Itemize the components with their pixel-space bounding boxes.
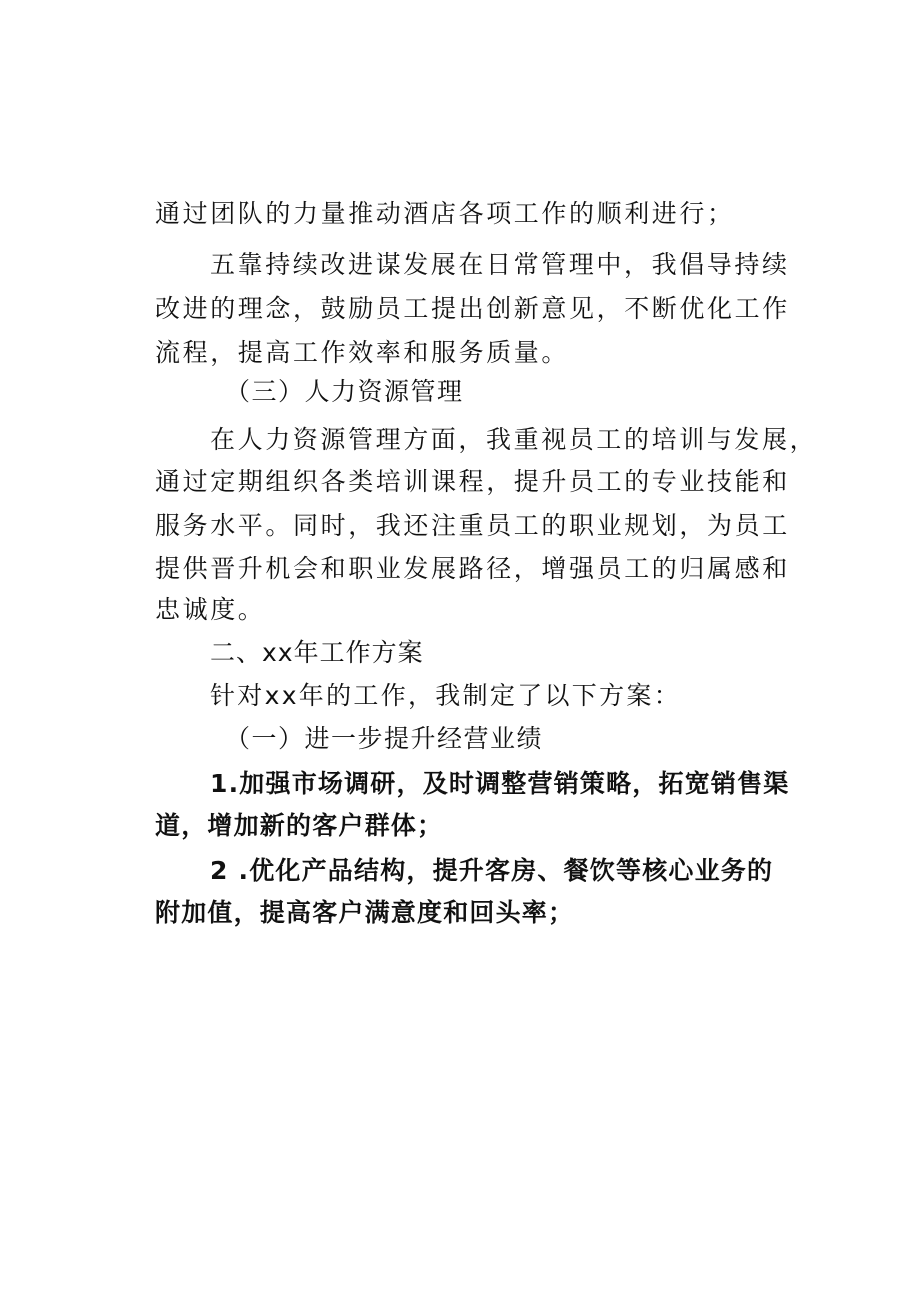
body-text-line: 提供晋升机会和职业发展路径，增强员工的归属感和 <box>155 554 790 583</box>
section-heading-work-plan: 二、xx年工作方案 <box>210 638 424 667</box>
body-text-line: 通过团队的力量推动酒店各项工作的顺利进行； <box>155 199 735 228</box>
body-text-line: 五靠持续改进谋发展在日常管理中，我倡导持续 <box>210 250 790 279</box>
body-text-line: 服务水平。同时，我还注重员工的职业规划，为员工 <box>155 511 790 540</box>
list-item-text: 附加值，提高客户满意度和回头率； <box>155 898 575 927</box>
section-heading-hr: （三）人力资源管理 <box>225 377 464 406</box>
subsection-heading-performance: （一）进一步提升经营业绩 <box>225 724 544 753</box>
body-text-line: 流程，提高工作效率和服务质量。 <box>155 338 570 367</box>
body-text-line: 通过定期组织各类培训课程，提升员工的专业技能和 <box>155 467 790 496</box>
list-item-text: 道，增加新的客户群体； <box>155 811 444 840</box>
body-text-line: 在人力资源管理方面，我重视员工的培训与发展， <box>210 425 818 454</box>
list-item-text: 2 .优化产品结构，提升客房、餐饮等核心业务的 <box>210 856 774 885</box>
list-item-text: 1.加强市场调研，及时调整营销策略，拓宽销售渠 <box>210 769 790 798</box>
body-text-line: 改进的理念，鼓励员工提出创新意见，不断优化工作 <box>155 294 790 323</box>
body-text-line: 针对xx年的工作，我制定了以下方案： <box>210 681 681 710</box>
body-text-line: 忠诚度。 <box>155 595 266 624</box>
